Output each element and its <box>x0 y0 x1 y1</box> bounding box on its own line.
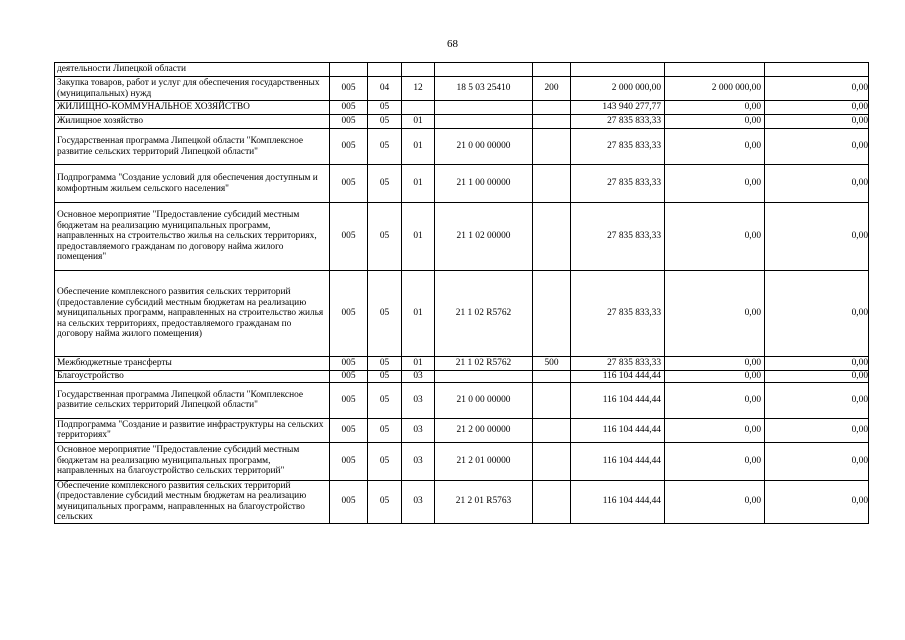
row-expense-type <box>533 382 571 418</box>
row-target-article: 21 2 01 00000 <box>435 442 533 480</box>
row-admin: 005 <box>330 203 368 271</box>
row-expense-type <box>533 271 571 357</box>
table-row <box>55 77 869 101</box>
row-sum-3: 0,00 <box>765 357 869 371</box>
row-sum-2: 2 000 000,00 <box>665 77 765 101</box>
row-sum-2: 0,00 <box>665 115 765 129</box>
row-section: 05 <box>368 165 402 203</box>
table-row <box>55 371 869 383</box>
row-target-article: 21 1 02 R5762 <box>435 357 533 371</box>
row-name: Основное мероприятие "Предоставление субсидий местным бюджетам на реализацию муниципальных программ, направленных на строительство жилья на сельских территориях, предоставляемого гражданам по договору найма жилого помещения" <box>55 203 330 271</box>
row-sum-2: 0,00 <box>665 357 765 371</box>
table-row <box>55 271 869 357</box>
row-admin: 005 <box>330 101 368 115</box>
row-sum-1: 27 835 833,33 <box>571 115 665 129</box>
row-name: Подпрограмма "Создание и развитие инфраструктуры на сельских территориях" <box>55 418 330 442</box>
row-section: 04 <box>368 77 402 101</box>
row-sum-3: 0,00 <box>765 382 869 418</box>
row-sum-2: 0,00 <box>665 203 765 271</box>
row-name: Подпрограмма "Создание условий для обеспечения доступным и комфортным жильем сельского населения" <box>55 165 330 203</box>
row-target-article <box>435 63 533 77</box>
row-subsection: 01 <box>402 115 435 129</box>
row-target-article: 18 5 03 25410 <box>435 77 533 101</box>
row-admin: 005 <box>330 480 368 523</box>
row-section: 05 <box>368 101 402 115</box>
row-name: деятельности Липецкой области <box>55 63 330 77</box>
row-sum-3: 0,00 <box>765 442 869 480</box>
row-expense-type <box>533 203 571 271</box>
row-target-article: 21 0 00 00000 <box>435 382 533 418</box>
row-expense-type <box>533 418 571 442</box>
row-subsection <box>402 63 435 77</box>
row-sum-2: 0,00 <box>665 382 765 418</box>
row-sum-3: 0,00 <box>765 77 869 101</box>
row-sum-1: 116 104 444,44 <box>571 418 665 442</box>
table-row <box>55 63 869 77</box>
row-target-article: 21 1 02 R5762 <box>435 271 533 357</box>
table-row <box>55 101 869 115</box>
row-section: 05 <box>368 382 402 418</box>
row-expense-type <box>533 101 571 115</box>
table-row <box>55 165 869 203</box>
table-row <box>55 442 869 480</box>
row-admin: 005 <box>330 165 368 203</box>
row-sum-3: 0,00 <box>765 271 869 357</box>
row-sum-3: 0,00 <box>765 371 869 383</box>
row-sum-1: 27 835 833,33 <box>571 271 665 357</box>
table-row <box>55 418 869 442</box>
row-expense-type <box>533 115 571 129</box>
row-sum-3: 0,00 <box>765 203 869 271</box>
row-name: Обеспечение комплексного развития сельских территорий (предоставление субсидий местным бюджетам на реализацию муниципальных программ, направленных на благоустройство сельских <box>55 480 330 523</box>
row-sum-3: 0,00 <box>765 418 869 442</box>
row-expense-type <box>533 480 571 523</box>
row-section <box>368 63 402 77</box>
row-expense-type <box>533 129 571 165</box>
row-sum-1: 27 835 833,33 <box>571 357 665 371</box>
row-target-article <box>435 101 533 115</box>
row-admin: 005 <box>330 418 368 442</box>
table-row <box>55 480 869 523</box>
row-sum-1: 116 104 444,44 <box>571 480 665 523</box>
row-expense-type <box>533 63 571 77</box>
row-subsection: 01 <box>402 129 435 165</box>
row-admin: 005 <box>330 382 368 418</box>
row-sum-1: 27 835 833,33 <box>571 203 665 271</box>
table-row <box>55 382 869 418</box>
row-sum-3: 0,00 <box>765 165 869 203</box>
row-subsection: 01 <box>402 271 435 357</box>
row-section: 05 <box>368 418 402 442</box>
row-admin: 005 <box>330 271 368 357</box>
row-section: 05 <box>368 480 402 523</box>
row-subsection <box>402 101 435 115</box>
row-sum-2: 0,00 <box>665 129 765 165</box>
row-target-article: 21 2 01 R5763 <box>435 480 533 523</box>
row-name: Благоустройство <box>55 371 330 383</box>
row-subsection: 03 <box>402 371 435 383</box>
row-sum-2: 0,00 <box>665 418 765 442</box>
row-section: 05 <box>368 357 402 371</box>
row-expense-type: 500 <box>533 357 571 371</box>
budget-table <box>54 62 869 524</box>
table-row <box>55 203 869 271</box>
row-target-article: 21 0 00 00000 <box>435 129 533 165</box>
row-sum-1 <box>571 63 665 77</box>
row-target-article: 21 1 02 00000 <box>435 203 533 271</box>
row-expense-type <box>533 442 571 480</box>
row-section: 05 <box>368 271 402 357</box>
row-admin: 005 <box>330 129 368 165</box>
page-number: 68 <box>447 38 458 50</box>
row-sum-3: 0,00 <box>765 129 869 165</box>
row-sum-1: 116 104 444,44 <box>571 371 665 383</box>
row-section: 05 <box>368 203 402 271</box>
row-admin: 005 <box>330 77 368 101</box>
table-row <box>55 115 869 129</box>
row-sum-2: 0,00 <box>665 371 765 383</box>
row-target-article <box>435 115 533 129</box>
table-row <box>55 129 869 165</box>
row-subsection: 01 <box>402 165 435 203</box>
row-sum-3 <box>765 63 869 77</box>
row-sum-1: 27 835 833,33 <box>571 165 665 203</box>
row-sum-1: 116 104 444,44 <box>571 382 665 418</box>
row-sum-2: 0,00 <box>665 442 765 480</box>
row-subsection: 03 <box>402 480 435 523</box>
row-target-article <box>435 371 533 383</box>
row-name: Жилищное хозяйство <box>55 115 330 129</box>
row-sum-3: 0,00 <box>765 101 869 115</box>
row-sum-1: 116 104 444,44 <box>571 442 665 480</box>
row-subsection: 03 <box>402 382 435 418</box>
row-target-article: 21 2 00 00000 <box>435 418 533 442</box>
row-sum-2: 0,00 <box>665 271 765 357</box>
row-section: 05 <box>368 371 402 383</box>
row-admin <box>330 63 368 77</box>
row-sum-2: 0,00 <box>665 480 765 523</box>
row-admin: 005 <box>330 371 368 383</box>
row-name: ЖИЛИЩНО-КОММУНАЛЬНОЕ ХОЗЯЙСТВО <box>55 101 330 115</box>
row-subsection: 01 <box>402 203 435 271</box>
row-sum-2: 0,00 <box>665 165 765 203</box>
row-subsection: 12 <box>402 77 435 101</box>
row-sum-2: 0,00 <box>665 101 765 115</box>
table-row <box>55 357 869 371</box>
row-name: Основное мероприятие "Предоставление субсидий местным бюджетам на реализацию муниципальных программ, направленных на благоустройство сельских территорий" <box>55 442 330 480</box>
row-sum-1: 143 940 277,77 <box>571 101 665 115</box>
row-subsection: 03 <box>402 418 435 442</box>
row-section: 05 <box>368 129 402 165</box>
row-target-article: 21 1 00 00000 <box>435 165 533 203</box>
row-expense-type: 200 <box>533 77 571 101</box>
row-subsection: 01 <box>402 357 435 371</box>
row-section: 05 <box>368 442 402 480</box>
row-name: Государственная программа Липецкой области "Комплексное развитие сельских территорий Липецкой области" <box>55 129 330 165</box>
row-expense-type <box>533 165 571 203</box>
row-name: Государственная программа Липецкой области "Комплексное развитие сельских территорий Липецкой области" <box>55 382 330 418</box>
row-sum-3: 0,00 <box>765 480 869 523</box>
row-sum-3: 0,00 <box>765 115 869 129</box>
row-sum-1: 27 835 833,33 <box>571 129 665 165</box>
row-name: Межбюджетные трансферты <box>55 357 330 371</box>
row-admin: 005 <box>330 442 368 480</box>
row-admin: 005 <box>330 357 368 371</box>
row-expense-type <box>533 371 571 383</box>
row-sum-2 <box>665 63 765 77</box>
row-subsection: 03 <box>402 442 435 480</box>
row-name: Закупка товаров, работ и услуг для обеспечения государственных (муниципальных) нужд <box>55 77 330 101</box>
row-admin: 005 <box>330 115 368 129</box>
row-sum-1: 2 000 000,00 <box>571 77 665 101</box>
row-name: Обеспечение комплексного развития сельских территорий (предоставление субсидий местным бюджетам на реализацию муниципальных программ, направленных на строительство жилья на сельских территориях, предоставляемого гражданам по договору найма жилого помещения) <box>55 271 330 357</box>
row-section: 05 <box>368 115 402 129</box>
